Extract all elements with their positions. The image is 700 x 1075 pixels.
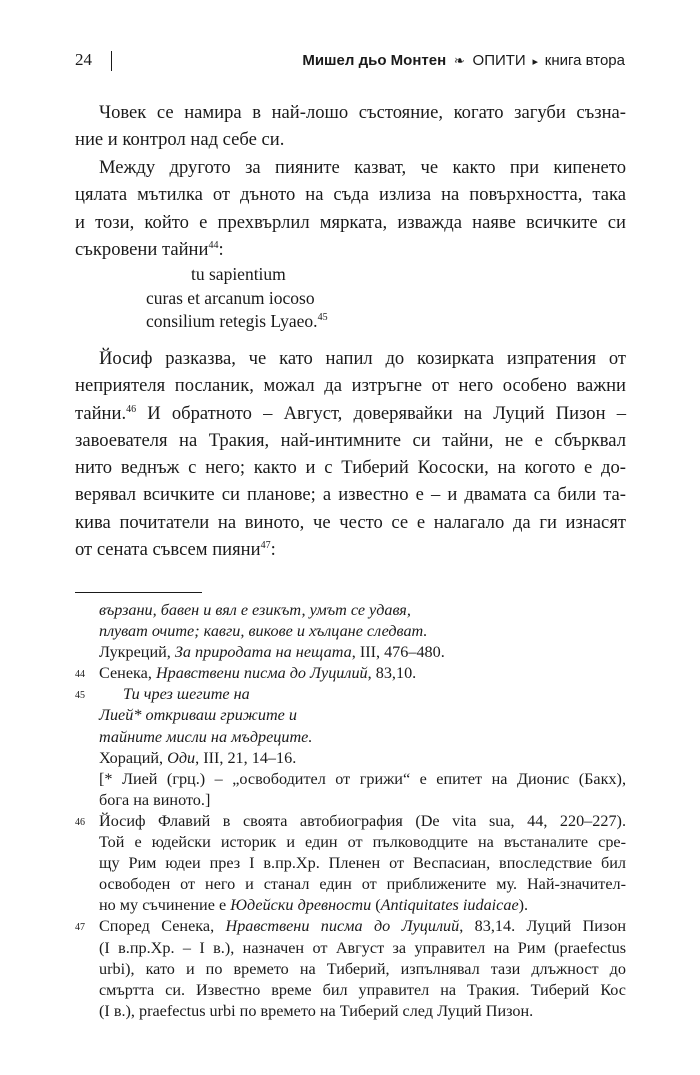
footnote-verse-line: Ти чрез шегите на <box>123 685 250 704</box>
footnote-number: 45 <box>75 690 85 702</box>
footnote-ref-46[interactable]: 46 <box>126 403 137 415</box>
source-author: Хораций, <box>99 748 168 767</box>
verse-line: tu sapientium <box>191 264 286 284</box>
para1-line: Човек се намира в най-лошо състояние, когато загуби съзна- <box>99 102 626 123</box>
note-text: Сенека, <box>99 664 156 683</box>
para3-line: нито веднъж с него; както и с Тиберий Кососки, на когото е до- <box>75 457 626 479</box>
note-text: ). <box>518 896 529 915</box>
para2-line: цялата мътилка от дъното на съда излиза на повърхността, така <box>75 184 626 206</box>
footnote-number: 47 <box>75 922 85 934</box>
verse-line <box>146 310 328 334</box>
footnote-line <box>75 895 626 916</box>
footnote-editor-note: [* Лией (грц.) – „освободител от грижи“ е епитет на Дионис (Бакх), <box>99 769 626 788</box>
page-number: 24 <box>75 50 92 69</box>
footnote-verse-line: Лией* откриваш грижите и <box>99 706 297 725</box>
source-ref: , III, 21, 14–16. <box>195 748 297 767</box>
note-text: ( <box>371 896 381 915</box>
running-header <box>75 50 625 80</box>
header-book: книга втора <box>544 52 625 69</box>
footnotes <box>75 600 626 1022</box>
footnote-line: освободен от него и станал един от приближените му. Най-значител- <box>99 875 626 894</box>
footnote-source <box>75 642 626 663</box>
para3-text: от сената съвсем пияни <box>75 539 261 561</box>
para2-line: Между другото за пияните казват, че както при кипенето <box>99 156 626 178</box>
main-text-top <box>75 99 626 263</box>
footnote-line: urbi), като и по времето на Тиберий, изпълнявал тази длъжност до <box>99 959 626 978</box>
para3-punct: : <box>270 539 276 561</box>
header-title: ОПИТИ <box>472 52 526 69</box>
fleuron-icon: ❧ <box>453 53 465 68</box>
para3-text: И обратното – Август, доверявайки на Луций Пизон – <box>136 402 626 424</box>
footnote-source <box>75 748 626 769</box>
footnote-ref-45[interactable]: 45 <box>317 312 328 324</box>
header-author: Мишел дьо Монтен <box>302 52 447 69</box>
footnote-number: 44 <box>75 669 85 681</box>
para3-line <box>75 400 626 427</box>
para3-line: верявал всичките си планове; а известно е – и двамата са били та- <box>75 484 626 506</box>
para3-text: тайни. <box>75 402 127 424</box>
latin-verse <box>146 263 328 334</box>
para3-line: кива почитатели на виното, че често се е налагало да ги изнасят <box>75 511 626 533</box>
running-title <box>302 52 625 70</box>
note-work: Нравствени писма до Луцилий <box>155 664 368 683</box>
note-text: но му съчинение е <box>99 896 231 915</box>
footnote-number: 46 <box>75 816 85 828</box>
note-text: Йосиф Флавий в своята автобиография (De vita sua, 44, 220–227). <box>99 811 626 830</box>
para2-text: съкровени тайни <box>75 239 209 261</box>
footnote-line: (I в.), praefectus urbi по времето на Тиберий след Луций Пизон. <box>99 1001 534 1020</box>
footnote-verse-line: тайните мисли на мъдреците. <box>99 727 313 746</box>
footnote-verse-line: плуват очите; кавги, викове и хълцане следват. <box>99 622 428 641</box>
footnote-44 <box>75 663 626 684</box>
para3-line: Йосиф разказва, че като напил до козирката изпратения от <box>99 348 626 369</box>
note-work: Antiquitates iudaicae <box>380 896 519 915</box>
footnote-47 <box>75 916 626 937</box>
note-text: Според Сенека, <box>99 917 226 936</box>
verse-line: curas et arcanum iocoso <box>146 287 315 308</box>
footnote-ref-44[interactable]: 44 <box>208 239 219 251</box>
para3-line: завоевателя на Тракия, най-интимните си тайни, не е сбърквал <box>75 429 626 451</box>
footnote-verse-line: вързани, бавен и вял е езикът, умът се удавя, <box>99 601 411 619</box>
footnote-line: Той е юдейски историк и един от пълководците на въстаналите сре- <box>99 833 626 852</box>
footnote-45 <box>75 684 626 705</box>
source-ref: , III, 476–480. <box>351 643 445 662</box>
arrow-right-icon: ▸ <box>532 56 538 68</box>
para2-punct: : <box>218 239 224 261</box>
note-text: , 83,14. Луций Пизон <box>459 917 626 936</box>
main-text-bottom <box>75 345 626 563</box>
source-author: Лукреций, <box>99 643 175 662</box>
footnote-line: щу Рим юдеи през I в.пр.Хр. Пленен от Веспасиан, впоследствие бил <box>99 854 626 873</box>
footnote-editor-note: бога на виното.] <box>99 790 211 809</box>
para2-line <box>75 236 626 263</box>
note-work: Юдейски древности <box>230 896 372 915</box>
note-text: , 83,10. <box>367 664 417 683</box>
para2-line: и този, който е прехвърлил мярката, изважда наяве всичките си <box>75 211 626 233</box>
footnote-line: (I в.пр.Хр. – I в.), назначен от Август за управител на Рим (praefectus <box>99 938 626 957</box>
footnote-46 <box>75 811 626 832</box>
note-work: Нравствени писма до Луцилий <box>225 917 460 936</box>
verse-text: consilium retegis Lyaeo. <box>146 311 318 331</box>
footnote-ref-47[interactable]: 47 <box>260 539 271 551</box>
para3-line: неприятеля посланик, можал да изтръгне от него особено важни <box>75 375 626 397</box>
page-number-divider <box>111 51 112 71</box>
footnote-separator <box>75 592 202 593</box>
para3-line <box>75 536 626 563</box>
source-work: За природата на нещата <box>174 643 352 662</box>
footnote-line: смъртта си. Известно време бил управител на Тракия. Тиберий Кос <box>99 980 626 999</box>
para1-line: ние и контрол над себе си. <box>75 129 285 151</box>
source-work: Оди <box>167 748 196 767</box>
